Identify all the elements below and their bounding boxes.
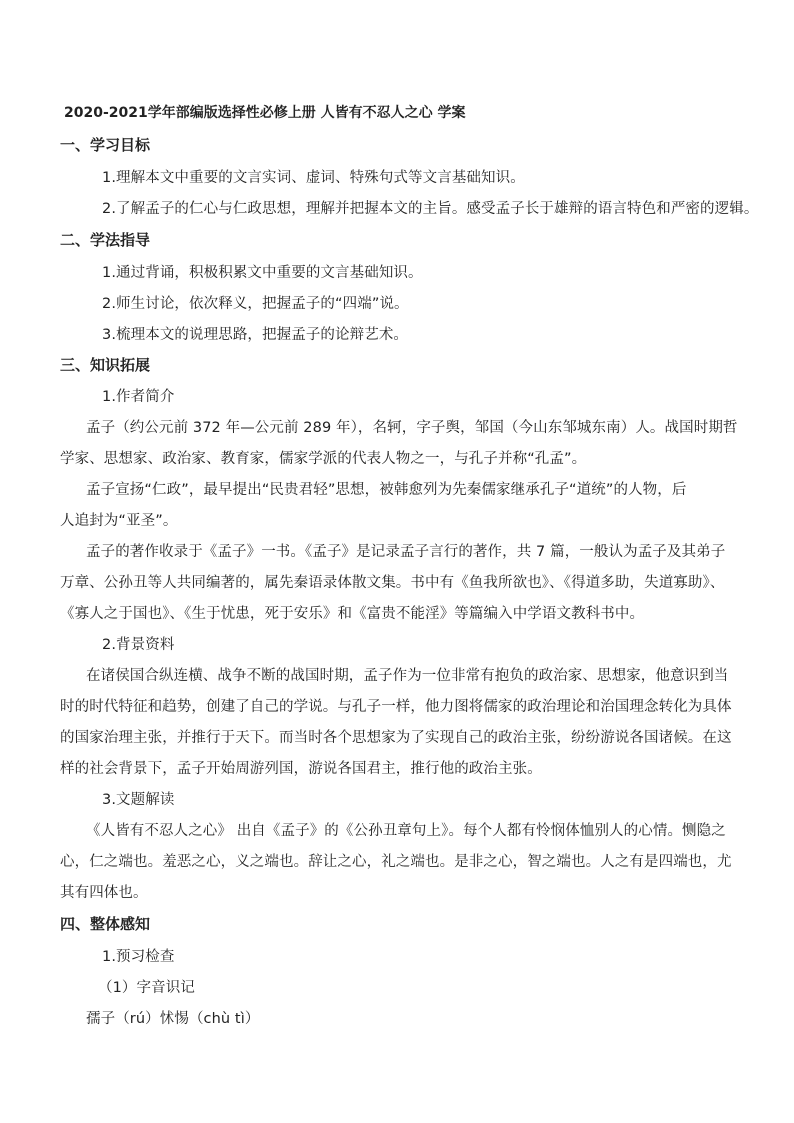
author-line-6: 万章、公孙丑等人共同编著的，属先秦语录体散文集。书中有《鱼我所欲也》、《得道多助，失道寡助》、	[60, 575, 725, 591]
subheading-preview-check: 1.预习检查	[102, 949, 175, 965]
heading-overall-perception: 四、整体感知	[60, 915, 151, 933]
topic-line-3: 其有四体也。	[60, 885, 148, 901]
background-line-1: 在诸侯国合纵连横、战争不断的战国时期，孟子作为一位非常有抱负的政治家、思想家，他意识到当	[86, 668, 729, 684]
topic-line-2: 心，仁之端也。羞恶之心，义之端也。辞让之心，礼之端也。是非之心，智之端也。人之有是四端也，尤	[60, 854, 732, 870]
method-item-2: 2.师生讨论，依次释义，把握孟子的“四端”说。	[102, 296, 409, 312]
topic-line-1: 《人皆有不忍人之心》 出自《孟子》的《公孙丑章句上》。每个人都有怜悯体恤别人的心情。恻隐之	[86, 823, 726, 839]
heading-method-guide: 二、学法指导	[60, 231, 151, 249]
subheading-background: 2.背景资料	[102, 637, 175, 653]
goal-item-1: 1.理解本文中重要的文言实词、虚词、特殊句式等文言基础知识。	[102, 170, 525, 186]
background-line-3: 的国家治理主张，并推行于天下。而当时各个思想家为了实现自己的政治主张，纷纷游说各国诸候。在这	[60, 730, 732, 746]
heading-knowledge-extension: 三、知识拓展	[60, 356, 151, 374]
author-line-4: 人追封为“亚圣”。	[60, 513, 178, 529]
goal-item-2: 2.了解孟子的仁心与仁政思想，理解并把握本文的主旨。感受孟子长于雄辩的语言特色和严密的逻辑。	[102, 201, 759, 217]
background-line-2: 时的时代特征和趋势，创建了自己的学说。与孔子一样，他力图将儒家的政治理论和治国理念转化为具体	[60, 699, 732, 715]
heading-learning-goals: 一、学习目标	[60, 136, 151, 154]
background-line-4: 样的社会背景下，孟子开始周游列国，游说各国君主，推行他的政治主张。	[60, 761, 542, 777]
author-line-3: 孟子宣扬“仁政”，最早提出“民贵君轻”思想，被韩愈列为先秦儒家继承孔子“道统”的人物，后	[86, 482, 687, 498]
subheading-title-interpretation: 3.文题解读	[102, 792, 175, 808]
author-line-7: 《寡人之于国也》、《生于忧患，死于安乐》和《富贵不能淫》等篇编入中学语文教科书中。	[60, 606, 645, 622]
document-title: 2020-2021学年部编版选择性必修上册 人皆有不忍人之心 学案	[64, 105, 466, 121]
author-line-2: 学家、思想家、政治家、教育家，儒家学派的代表人物之一，与孔子并称“孔孟”。	[60, 451, 587, 467]
subheading-pronunciation: （1）字音识记	[98, 980, 195, 996]
pronunciation-line: 孺子（rú）怵惕（chù tì）	[86, 1011, 260, 1027]
method-item-1: 1.通过背诵，积极积累文中重要的文言基础知识。	[102, 265, 423, 281]
author-line-1: 孟子（约公元前 372 年—公元前 289 年），名轲，字子舆，邹国（今山东邹城东南）人。战国时期哲	[86, 420, 738, 436]
subheading-author: 1.作者简介	[102, 389, 175, 405]
author-line-5: 孟子的著作收录于《孟子》一书。《孟子》是记录孟子言行的著作，共 7 篇，一般认为孟子及其弟子	[86, 544, 726, 560]
method-item-3: 3.梳理本文的说理思路，把握孟子的论辩艺术。	[102, 327, 409, 343]
